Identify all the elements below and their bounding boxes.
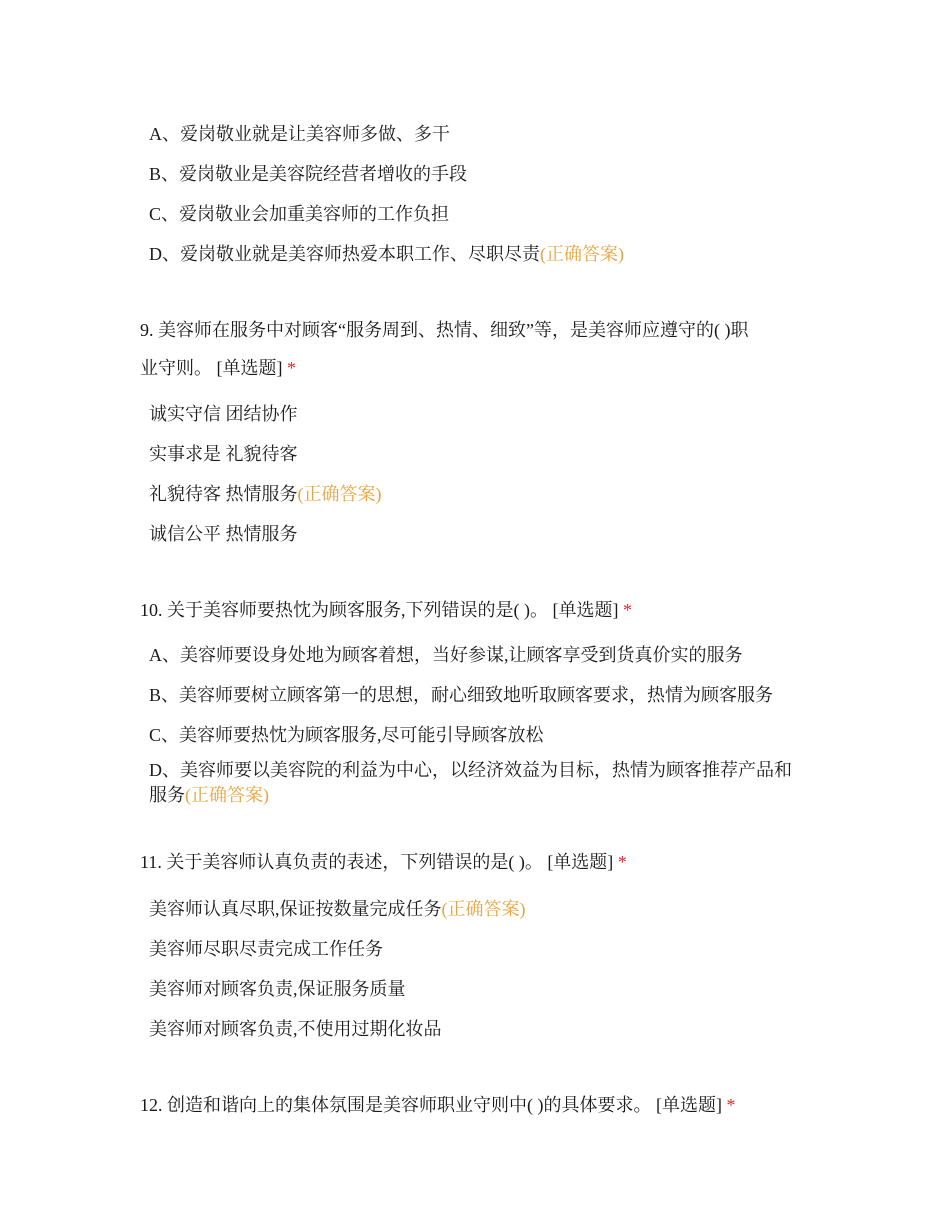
q9-option-3: 礼貌待客 热情服务(正确答案)	[149, 484, 382, 504]
q10-option-d: D、美容师要以美容院的利益为中心，以经济效益为目标，热情为顾客推荐产品和服务(正确答案)	[149, 760, 792, 805]
q11-question: 11. 关于美容师认真负责的表述，下列错误的是( )。 [单选题] *	[140, 852, 627, 872]
q9-option-4: 诚信公平 热情服务	[149, 524, 298, 544]
q12-question: 12. 创造和谐向上的集体氛围是美容师职业守则中( )的具体要求。 [单选题] *	[140, 1095, 736, 1115]
correct-answer-tag: (正确答案)	[441, 899, 526, 919]
q9-question-line1: 9. 美容师在服务中对顾客“服务周到、热情、细致”等，是美容师应遵守的( )职	[140, 320, 749, 340]
q9-question	[140, 311, 810, 387]
q11-option-1: 美容师认真尽职,保证按数量完成任务(正确答案)	[149, 899, 526, 919]
q9-option-1: 诚实守信 团结协作	[149, 404, 298, 424]
q9-question-line2: 业守则。 [单选题]	[140, 358, 287, 378]
correct-answer-tag: (正确答案)	[540, 244, 624, 264]
q10-question: 10. 关于美容师要热忱为顾客服务,下列错误的是( )。 [单选题] *	[140, 600, 632, 620]
q8-option-a: A、爱岗敬业就是让美容师多做、多干	[149, 124, 450, 144]
q10-option-a: A、美容师要设身处地为顾客着想，当好参谋,让顾客享受到货真价实的服务	[149, 645, 743, 665]
correct-answer-tag: (正确答案)	[297, 484, 382, 504]
required-mark: *	[287, 358, 296, 378]
q11-option-4: 美容师对顾客负责,不使用过期化妆品	[149, 1019, 442, 1039]
q8-option-b: B、爱岗敬业是美容院经营者增收的手段	[149, 164, 468, 184]
q8-option-d: D、爱岗敬业就是美容师热爱本职工作、尽职尽责(正确答案)	[149, 244, 624, 264]
q8-option-c: C、爱岗敬业会加重美容师的工作负担	[149, 204, 450, 224]
required-mark: *	[622, 600, 632, 620]
q10-option-b: B、美容师要树立顾客第一的思想，耐心细致地听取顾客要求，热情为顾客服务	[149, 685, 774, 705]
correct-answer-tag: (正确答案)	[185, 785, 269, 805]
q11-option-3: 美容师对顾客负责,保证服务质量	[149, 979, 406, 999]
q10-option-c: C、美容师要热忱为顾客服务,尽可能引导顾客放松	[149, 725, 544, 745]
required-mark: *	[726, 1095, 736, 1115]
q11-option-2: 美容师尽职尽责完成工作任务	[149, 939, 383, 959]
q9-option-2: 实事求是 礼貌待客	[149, 444, 298, 464]
required-mark: *	[617, 852, 627, 872]
